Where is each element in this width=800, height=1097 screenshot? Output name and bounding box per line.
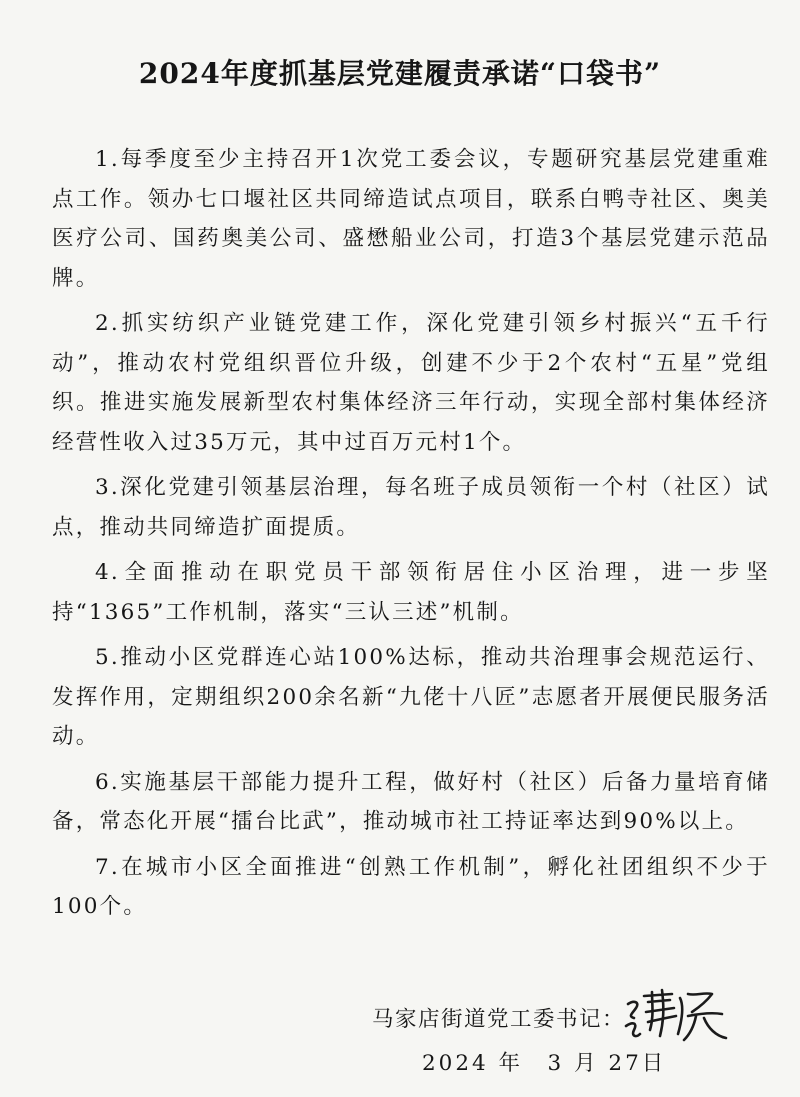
commitment-item-4: 4.全面推动在职党员干部领衔居住小区治理，进一步坚持“1365”工作机制，落实“三认三述”机制。 <box>52 560 770 625</box>
commitment-item-5: 5.推动小区党群连心站100%达标，推动共治理事会规范运行、发挥作用，定期组织200余名新“九佬十八匠”志愿者开展便民服务活动。 <box>52 645 770 749</box>
document-title: 2024年度抓基层党建履责承诺“口袋书” <box>138 57 662 90</box>
commitment-item-7: 7.在城市小区全面推进“创熟工作机制”，孵化社团组织不少于100个。 <box>52 854 770 919</box>
commitment-item-1: 1.每季度至少主持召开1次党工委会议，专题研究基层党建重难点工作。领办七口堰社区共同缔造试点项目，联系白鸭寺社区、奥美医疗公司、国药奥美公司、盛懋船业公司，打造3个基层党建示范品牌。 <box>52 147 770 291</box>
signer-title: 马家店街道党工委书记： <box>372 1007 626 1032</box>
handwritten-signature <box>622 986 732 1044</box>
document-body <box>52 140 770 933</box>
signature-block <box>0 1000 800 1090</box>
signing-date: 2024 年 3 月 27日 <box>422 1051 667 1076</box>
commitment-item-3: 3.深化党建引领基层治理，每名班子成员领衔一个村（社区）试点，推动共同缔造扩面提质。 <box>52 475 770 540</box>
commitment-item-2: 2.抓实纺织产业链党建工作，深化党建引领乡村振兴“五千行动”，推动农村党组织晋位升级，创建不少于2个农村“五星”党组织。推进实施发展新型农村集体经济三年行动，实现全部村集体经济经营性收入过35万元，其中过百万元村1个。 <box>52 311 770 455</box>
commitment-item-6: 6.实施基层干部能力提升工程，做好村（社区）后备力量培育储备，常态化开展“擂台比武”，推动城市社工持证率达到90%以上。 <box>52 769 770 834</box>
